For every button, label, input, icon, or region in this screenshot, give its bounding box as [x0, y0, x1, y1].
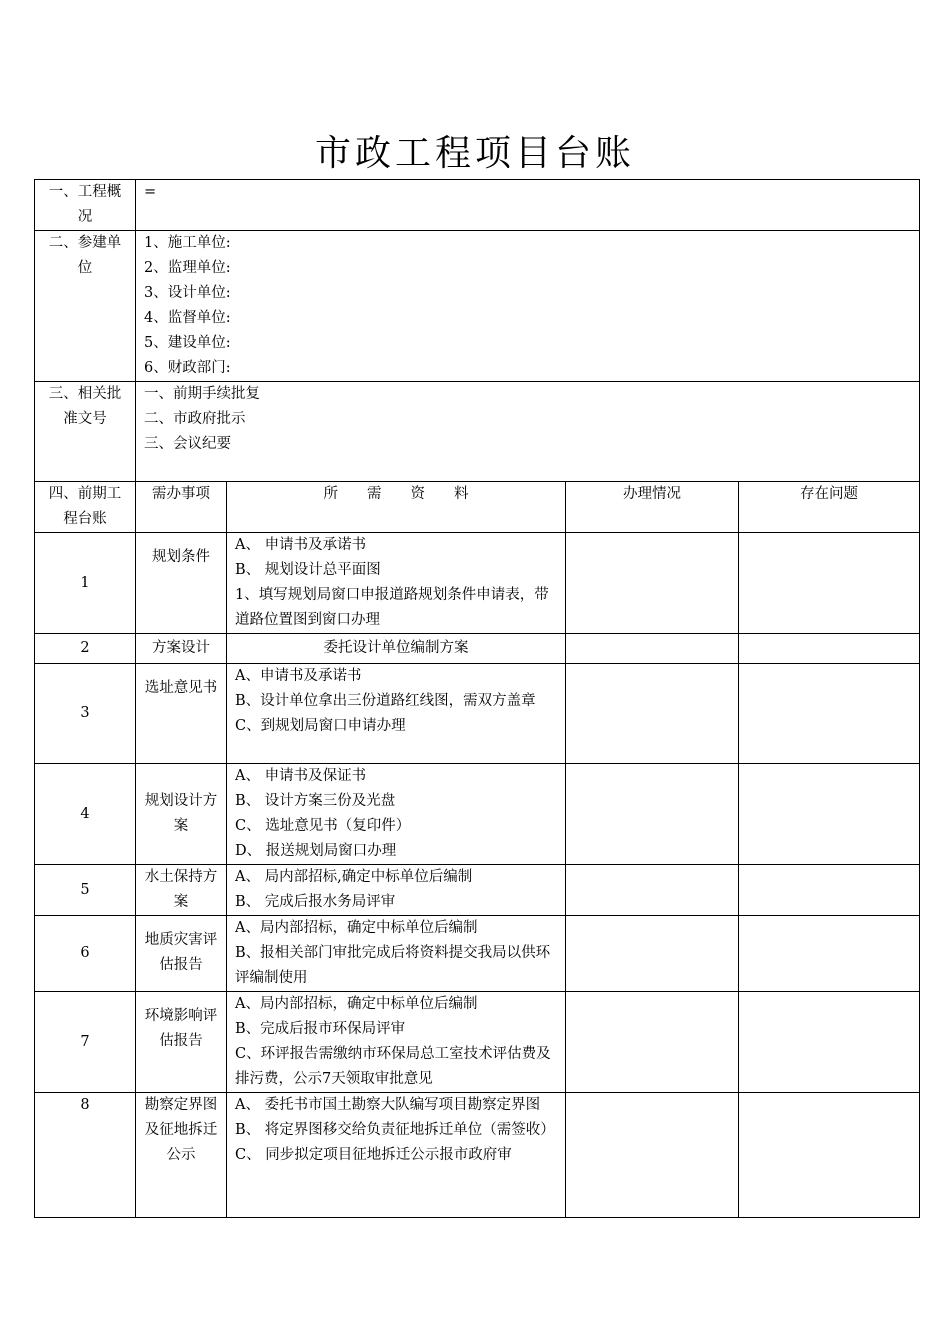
- requirement-line: D、 报送规划局窗口办理: [235, 843, 397, 859]
- page-title: 市政工程项目台账: [314, 133, 635, 174]
- requirement-line: 委托设计单位编制方案: [323, 640, 469, 656]
- requirement-line: A、 申请书及保证书: [235, 768, 367, 784]
- table-row: [35, 992, 920, 1093]
- col-header-status: 办理情况: [566, 482, 739, 533]
- table-row: [35, 533, 920, 634]
- row-status: [566, 533, 739, 634]
- requirement-line: A、局内部招标，确定中标单位后编制: [235, 996, 478, 1012]
- overview-row: [35, 180, 920, 231]
- row-issues: [739, 992, 920, 1093]
- row-issues: [739, 764, 920, 865]
- row-item: 勘察定界图及征地拆迁公示: [136, 1093, 227, 1218]
- row-issues: [739, 1093, 920, 1218]
- participant-item: 6、财政部门:: [144, 360, 231, 376]
- col-header-item: 需办事项: [136, 482, 227, 533]
- row-number: 2: [35, 634, 136, 664]
- participants-row: [35, 231, 920, 382]
- row-issues: [739, 664, 920, 764]
- ledger-section-label: 四、前期工程台账: [35, 482, 136, 533]
- approvals-list: [136, 382, 920, 482]
- row-status: [566, 764, 739, 865]
- participant-item: 5、建设单位:: [144, 335, 231, 351]
- row-requirements: [227, 865, 566, 916]
- overview-value: =: [136, 180, 920, 231]
- row-number: 4: [35, 764, 136, 865]
- row-number: 7: [35, 992, 136, 1093]
- row-status: [566, 916, 739, 992]
- row-item: 水土保持方案: [136, 865, 227, 916]
- row-item: 选址意见书: [136, 664, 227, 764]
- row-number: 5: [35, 865, 136, 916]
- row-status: [566, 664, 739, 764]
- approvals-row: [35, 382, 920, 482]
- requirement-line: A、 委托书市国土勘察大队编写项目勘察定界图: [235, 1097, 541, 1113]
- approval-item: 一、前期手续批复: [144, 386, 260, 402]
- participant-item: 2、监理单位:: [144, 260, 231, 276]
- participant-item: 1、施工单位:: [144, 235, 231, 251]
- row-requirements: [227, 1093, 566, 1218]
- requirement-line: B、 规划设计总平面图: [235, 562, 381, 578]
- row-item: 地质灾害评估报告: [136, 916, 227, 992]
- requirement-line: B、 设计方案三份及光盘: [235, 793, 396, 809]
- row-requirements: [227, 992, 566, 1093]
- participant-item: 3、设计单位:: [144, 285, 231, 301]
- ledger-header-row: [35, 482, 920, 533]
- requirement-line: C、环评报告需缴纳市环保局总工室技术评估费及排污费，公示7天领取审批意见: [235, 1046, 551, 1087]
- row-number: 3: [35, 664, 136, 764]
- row-item: 环境影响评估报告: [136, 992, 227, 1093]
- requirement-line: C、 选址意见书（复印件）: [235, 818, 411, 834]
- row-status: [566, 634, 739, 664]
- participants-list: [136, 231, 920, 382]
- row-requirements: [227, 916, 566, 992]
- row-number: 1: [35, 533, 136, 634]
- row-item: 规划条件: [136, 533, 227, 634]
- table-row: [35, 1093, 920, 1218]
- approval-item: 三、会议纪要: [144, 436, 231, 452]
- requirement-line: C、到规划局窗口申请办理: [235, 718, 406, 734]
- table-row: [35, 764, 920, 865]
- row-status: [566, 992, 739, 1093]
- table-row: [35, 916, 920, 992]
- overview-label: 一、工程概况: [35, 180, 136, 231]
- table-row: [35, 865, 920, 916]
- row-item: 方案设计: [136, 634, 227, 664]
- row-status: [566, 1093, 739, 1218]
- row-number: 6: [35, 916, 136, 992]
- requirement-line: C、 同步拟定项目征地拆迁公示报市政府审: [235, 1147, 512, 1163]
- row-issues: [739, 634, 920, 664]
- requirement-line: B、 完成后报水务局评审: [235, 894, 396, 910]
- row-requirements: [227, 764, 566, 865]
- requirement-line: B、设计单位拿出三份道路红线图，需双方盖章: [235, 693, 536, 709]
- row-status: [566, 865, 739, 916]
- requirement-line: B、报相关部门审批完成后将资料提交我局以供环评编制使用: [235, 945, 551, 986]
- requirement-line: A、 局内部招标,确定中标单位后编制: [235, 869, 473, 885]
- approvals-label: 三、相关批准文号: [35, 382, 136, 482]
- row-item: 规划设计方案: [136, 764, 227, 865]
- participants-label: 二、参建单位: [35, 231, 136, 382]
- table-row: [35, 664, 920, 764]
- row-requirements: [227, 634, 566, 664]
- project-ledger-table: [34, 179, 920, 1218]
- row-requirements: [227, 533, 566, 634]
- requirement-line: B、完成后报市环保局评审: [235, 1021, 406, 1037]
- table-row: [35, 634, 920, 664]
- row-issues: [739, 916, 920, 992]
- participant-item: 4、监督单位:: [144, 310, 231, 326]
- row-issues: [739, 865, 920, 916]
- requirement-line: B、 将定界图移交给负责征地拆迁单位（需签收）: [235, 1122, 555, 1138]
- requirement-line: A、申请书及承诺书: [235, 668, 362, 684]
- row-number: 8: [35, 1093, 136, 1218]
- row-requirements: [227, 664, 566, 764]
- row-issues: [739, 533, 920, 634]
- approval-item: 二、市政府批示: [144, 411, 246, 427]
- col-header-issues: 存在问题: [739, 482, 920, 533]
- requirement-line: A、局内部招标，确定中标单位后编制: [235, 920, 478, 936]
- requirement-line: 1、填写规划局窗口申报道路规划条件申请表，带道路位置图到窗口办理: [235, 587, 549, 628]
- requirement-line: A、 申请书及承诺书: [235, 537, 367, 553]
- col-header-materials: 所 需 资 料: [227, 482, 566, 533]
